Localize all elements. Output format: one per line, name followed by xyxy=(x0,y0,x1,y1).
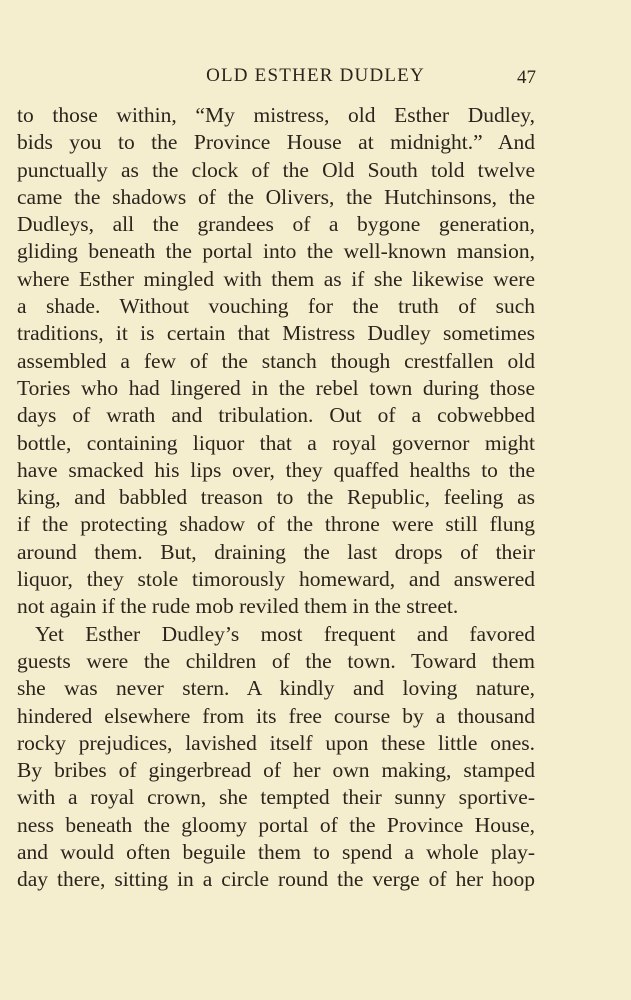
text-line: to those within, “My mistress, old Esther Dudley, xyxy=(17,103,535,127)
text-line: bottle, containing liquor that a royal governor might xyxy=(17,430,535,455)
text-line: have smacked his lips over, they quaffed healths to the xyxy=(17,457,535,482)
text-line: Yet Esther Dudley’s most frequent and favored xyxy=(35,621,535,646)
text-line: rocky prejudices, lavished itself upon these little ones. xyxy=(17,730,535,755)
text-line: assembled a few of the stanch though crestfallen old xyxy=(17,348,535,373)
running-title: OLD ESTHER DUDLEY xyxy=(206,65,425,86)
text-line: came the shadows of the Olivers, the Hutchinsons, the xyxy=(17,184,535,209)
text-line: not again if the rude mob reviled them in the street. xyxy=(17,594,459,619)
running-head xyxy=(0,62,631,90)
text-line: days of wrath and tribulation. Out of a cobwebbed xyxy=(17,403,535,428)
text-line: traditions, it is certain that Mistress Dudley sometimes xyxy=(17,321,535,346)
text-line: around them. But, draining the last drops of their xyxy=(17,539,535,564)
text-line: with a royal crown, she tempted their sunny sportive- xyxy=(17,785,535,810)
text-line: gliding beneath the portal into the well-known mansion, xyxy=(17,239,535,264)
text-line: she was never stern. A kindly and loving nature, xyxy=(17,676,535,701)
text-line: liquor, they stole timorously homeward, and answered xyxy=(17,567,535,592)
paragraph-2 xyxy=(17,621,535,894)
text-line: king, and babbled treason to the Republic, feeling as xyxy=(17,485,535,510)
text-line: By bribes of gingerbread of her own making, stamped xyxy=(17,758,535,783)
text-line: bids you to the Province House at midnight.” And xyxy=(17,130,535,155)
text-line: Dudleys, all the grandees of a bygone generation, xyxy=(17,212,535,237)
text-line: hindered elsewhere from its free course by a thousand xyxy=(17,703,535,728)
text-line: guests were the children of the town. Toward them xyxy=(17,648,535,673)
text-line: and would often beguile them to spend a whole play- xyxy=(17,840,535,865)
paragraph-1 xyxy=(17,102,535,621)
text-line: Tories who had lingered in the rebel town during those xyxy=(17,375,535,400)
text-line: if the protecting shadow of the throne were still flung xyxy=(17,512,535,537)
page-number: 47 xyxy=(517,67,536,88)
body-text xyxy=(17,102,535,894)
text-line: a shade. Without vouching for the truth of such xyxy=(17,294,535,319)
text-line: ness beneath the gloomy portal of the Province House, xyxy=(17,812,535,837)
text-line: day there, sitting in a circle round the verge of her hoop xyxy=(17,867,535,892)
text-line: where Esther mingled with them as if she likewise were xyxy=(17,266,535,291)
text-line: punctually as the clock of the Old South told twelve xyxy=(17,157,535,182)
